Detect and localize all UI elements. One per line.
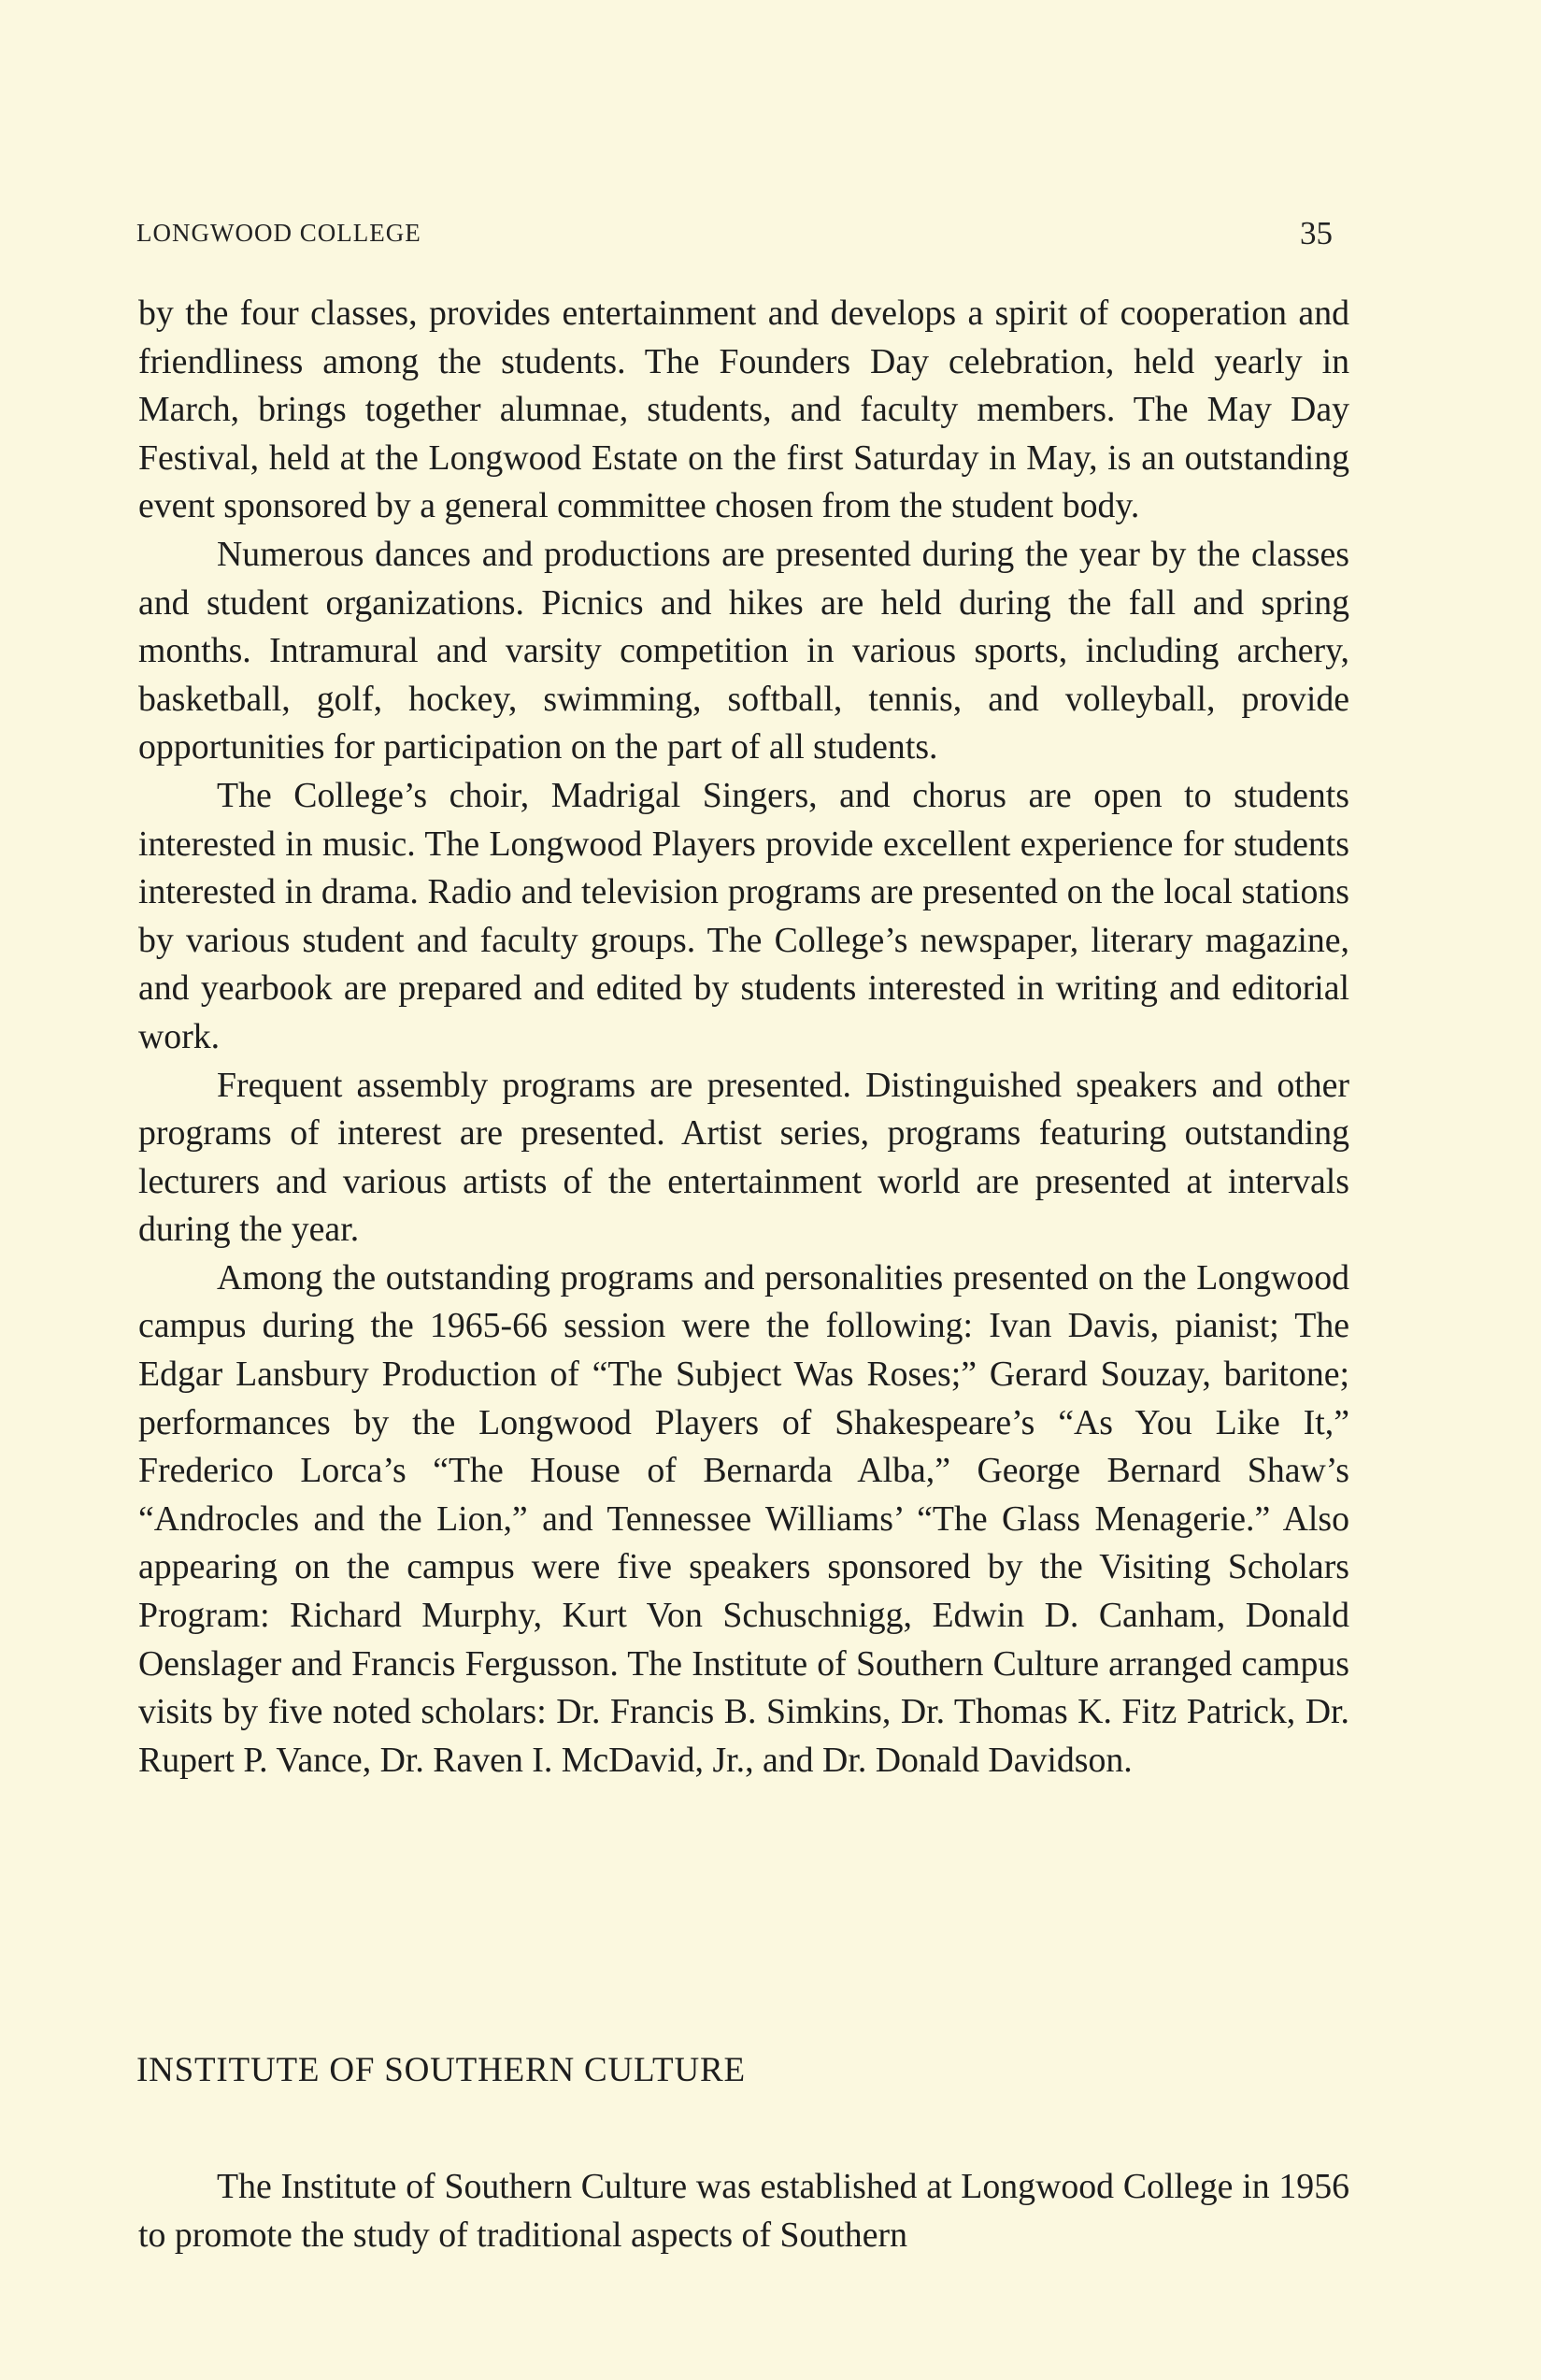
paragraph-activities: Numerous dances and productions are presented during the year by the classes and student organizations. Picnics and hikes are held during the fall and spring months. Intramural and varsity competition in various sports, including archery, basketball, golf, hockey, swimming, softball, tennis, and volleyball, provide opportunities for participation on the part of all students.: [138, 534, 1349, 767]
paragraph-programs: Among the outstanding programs and personalities presented on the Longwood campus during the 1965-66 session were the following: Ivan Davis, pianist; The Edgar Lansbury Production of “The Subject Was Roses;” Gerard Souzay, baritone; performances by the Longwood Players of Shakespeare’s “As You Like It,” Frederico Lorca’s “The House of Bernarda Alba,” George Bernard Shaw’s “Androcles and the Lion,” and Tennessee Williams’ “The Glass Menagerie.” Also appearing on the campus were five speakers sponsored by the Visiting Scholars Program: Richard Murphy, Kurt Von Schuschnigg, Edwin D. Canham, Donald Oenslager and Francis Fergusson. The Institute of Southern Culture arranged campus visits by five noted scholars: Dr. Francis B. Simkins, Dr. Thomas K. Fitz Patrick, Dr. Rupert P. Vance, Dr. Raven I. McDavid, Jr., and Dr. Donald Davidson.: [138, 1257, 1349, 1780]
page-number: 35: [1300, 215, 1333, 251]
running-title: LONGWOOD COLLEGE: [136, 219, 421, 247]
paragraph-continuation: by the four classes, provides entertainment and develops a spirit of cooperation and friendliness among the students. The Founders Day celebration, held yearly in March, brings together alumnae, students, and faculty members. The May Day Festival, held at the Longwood Estate on the first Saturday in May, is an outstanding event sponsored by a general committee chosen from the student body.: [138, 294, 1349, 526]
section-text: [138, 2163, 1349, 2259]
paragraph-institute: The Institute of Southern Culture was established at Longwood College in 1956 to promote the study of traditional aspects of Southern: [138, 2167, 1349, 2255]
section-heading: INSTITUTE OF SOUTHERN CULTURE: [136, 2051, 746, 2089]
paragraph-music-drama: The College’s choir, Madrigal Singers, and chorus are open to students interested in music. The Longwood Players provide excellent experience for students interested in drama. Radio and television programs are presented on the local stations by various student and faculty groups. The College’s newspaper, literary magazine, and yearbook are prepared and edited by students interested in writing and editorial work.: [138, 775, 1349, 1056]
paragraph-assembly: Frequent assembly programs are presented. Distinguished speakers and other programs of interest are presented. Artist series, programs featuring outstanding lecturers and various artists of the entertainment world are presented at intervals during the year.: [138, 1065, 1349, 1250]
body-text: [138, 290, 1349, 1785]
